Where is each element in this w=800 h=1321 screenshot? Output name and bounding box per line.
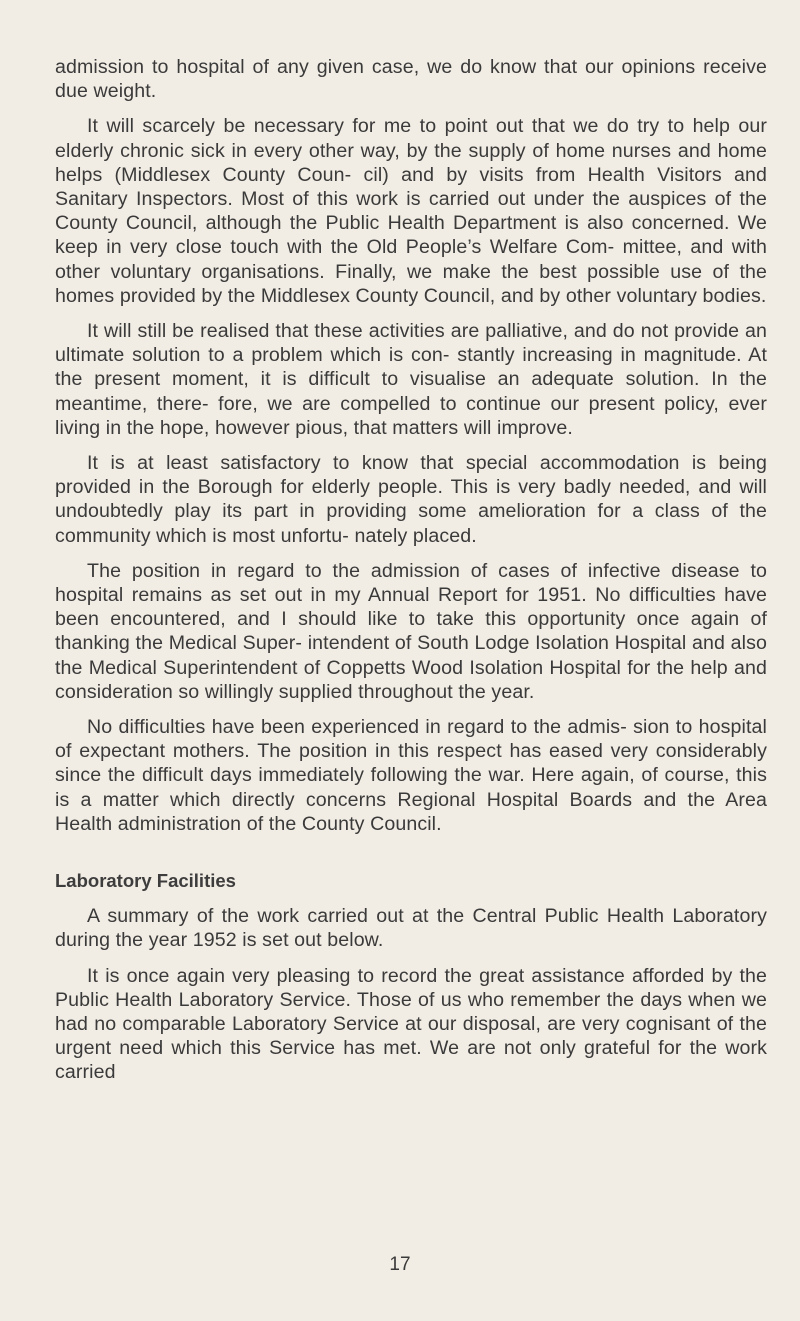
paragraph-palliative: It will still be realised that these activities are palliative, and do not provide an ultimate solution to a problem which is con- stantly increasing in magnitude. At the present moment, it is difficult to visualise an adequate solution. In the meantime, there- fore, we are compelled to continue our present policy, ever living in the hope, however pious, that matters will improve. — [55, 320, 767, 439]
document-page — [55, 55, 767, 1085]
paragraph-infective-disease: The position in regard to the admission of cases of infective disease to hospital remains as set out in my Annual Report for 1951. No difficulties have been encountered, and I should like to take this opportunity once again of thanking the Medical Super- intendent of South Lodge Isolation Hospital and also the Medical Superintendent of Coppetts Wood Isolation Hospital for the help and consideration so willingly supplied throughout the year. — [55, 559, 767, 703]
paragraph-laboratory-service: It is once again very pleasing to record the great assistance afforded by the Public Health Laboratory Service. Those of us who remember the days when we had no comparable Laboratory Service at our disposal, are very cognisant of the urgent need which this Service has met. We are not only grateful for the work carried — [55, 964, 767, 1084]
paragraph-expectant-mothers: No difficulties have been experienced in regard to the admis- sion to hospital of expectant mothers. The position in this respect has eased very considerably since the difficult days immediately following the war. Here again, of course, this is a matter which directly concerns Regional Hospital Boards and the Area Health administration of the County Council. — [55, 716, 767, 835]
paragraph-continuation: admission to hospital of any given case, we do know that our opinions receive due weight. — [55, 56, 767, 103]
paragraph-laboratory-summary: A summary of the work carried out at the Central Public Health Laboratory during the year 1952 is set out below. — [55, 905, 767, 952]
section-heading-laboratory: Laboratory Facilities — [55, 870, 236, 892]
paragraph-special-accommodation: It is at least satisfactory to know that special accommodation is being provided in the Borough for elderly people. This is very badly needed, and will undoubtedly play its part in providing some amelioration for a class of the community which is most unfortu- nately placed. — [55, 452, 767, 547]
page-number: 17 — [389, 1254, 411, 1275]
paragraph-elderly-support: It will scarcely be necessary for me to point out that we do try to help our elderly chronic sick in every other way, by the supply of home nurses and home helps (Middlesex County Coun- cil) and by visits from Health Visitors and Sanitary Inspectors. Most of this work is carried out under the auspices of the County Council, although the Public Health Department is also concerned. We keep in very close touch with the Old People’s Welfare Com- mittee, and with other voluntary organisations. Finally, we make the best possible use of the homes provided by the Middlesex County Council, and by other voluntary bodies. — [55, 115, 767, 307]
